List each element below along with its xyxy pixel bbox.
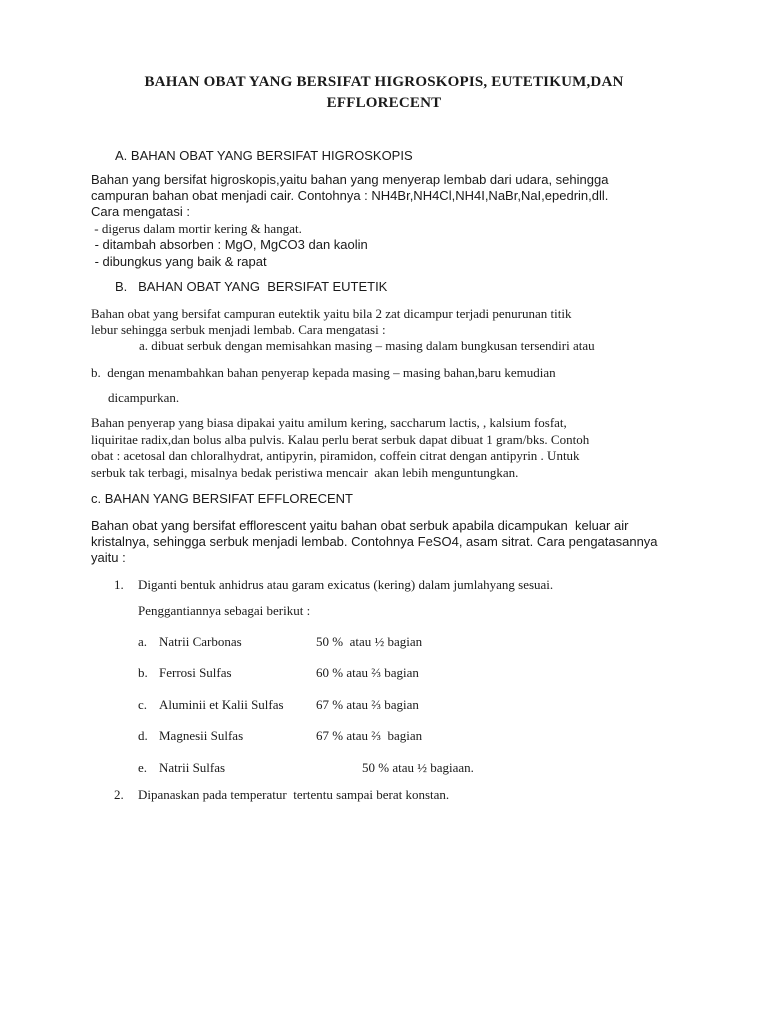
replacement-letter: c.	[138, 697, 148, 712]
replacement-intro: Penggantiannya sebagai berikut :	[138, 603, 311, 618]
section-a-heading: A. BAHAN OBAT YANG BERSIFAT HIGROSKOPIS	[115, 148, 413, 163]
section-b-line: lebur sehingga serbuk menjadi lembab. Cara mengatasi :	[91, 322, 386, 337]
replacement-value: 50 % atau ½ bagiaan.	[362, 760, 474, 775]
replacement-name: Aluminii et Kalii Sulfas	[159, 697, 284, 712]
section-a-line: Cara mengatasi :	[91, 204, 190, 219]
section-b-point-b-cont: dicampurkan.	[108, 390, 180, 405]
item-1-number: 1.	[114, 577, 124, 592]
replacement-value: 50 % atau ½ bagian	[316, 634, 423, 649]
section-b-point-b: b. dengan menambahkan bahan penyerap kepada masing – masing bahan,baru kemudian	[91, 365, 556, 380]
title-line-2: EFFLORECENT	[326, 95, 442, 111]
replacement-name: Magnesii Sulfas	[159, 728, 244, 743]
section-a-bullet: - ditambah absorben : MgO, MgCO3 dan kaolin	[91, 237, 368, 252]
section-c-heading: c. BAHAN YANG BERSIFAT EFFLORECENT	[91, 491, 353, 506]
section-c-line: yaitu :	[91, 550, 126, 565]
replacement-name: Natrii Carbonas	[159, 634, 242, 649]
section-b-para: serbuk tak terbagi, misalnya bedak peristiwa mencair akan lebih menguntungkan.	[91, 465, 519, 480]
section-b-para: liquiritae radix,dan bolus alba pulvis. Kalau perlu berat serbuk dapat dibuat 1 gram/bks. Contoh	[91, 432, 590, 447]
section-a-bullet: - digerus dalam mortir kering & hangat.	[91, 221, 302, 236]
replacement-letter: b.	[138, 665, 148, 680]
replacement-letter: a.	[138, 634, 148, 649]
title-line-1: BAHAN OBAT YANG BERSIFAT HIGROSKOPIS, EUTETIKUM,DAN	[144, 74, 624, 90]
replacement-name: Natrii Sulfas	[159, 760, 226, 775]
section-c-line: kristalnya, sehingga serbuk menjadi lembab. Contohnya FeSO4, asam sitrat. Cara pengatasannya	[91, 534, 658, 549]
item-2-text: Dipanaskan pada temperatur tertentu sampai berat konstan.	[138, 787, 450, 802]
section-c-line: Bahan obat yang bersifat efflorescent yaitu bahan obat serbuk apabila dicampukan keluar air	[91, 518, 629, 533]
item-1-text: Diganti bentuk anhidrus atau garam exicatus (kering) dalam jumlahyang sesuai.	[138, 577, 554, 592]
section-b-para: obat : acetosal dan chloralhydrat, antipyrin, piramidon, coffein citrat dengan antipyrin . Untuk	[91, 448, 580, 463]
section-b-point-a: a. dibuat serbuk dengan memisahkan masing – masing dalam bungkusan tersendiri atau	[139, 338, 595, 353]
document-title	[80, 72, 688, 114]
section-b-line: Bahan obat yang bersifat campuran eutektik yaitu bila 2 zat dicampur terjadi penurunan titik	[91, 306, 572, 321]
section-b-heading: B. BAHAN OBAT YANG BERSIFAT EUTETIK	[115, 279, 388, 294]
replacement-letter: d.	[138, 728, 148, 743]
item-2-number: 2.	[114, 787, 124, 802]
replacement-letter: e.	[138, 760, 148, 775]
section-a-bullet: - dibungkus yang baik & rapat	[91, 254, 267, 269]
replacement-value: 67 % atau ⅔ bagian	[316, 697, 419, 712]
section-a-line: campuran bahan obat menjadi cair. Contohnya : NH4Br,NH4Cl,NH4I,NaBr,NaI,epedrin,dll.	[91, 188, 609, 203]
replacement-name: Ferrosi Sulfas	[159, 665, 232, 680]
replacement-value: 60 % atau ⅔ bagian	[316, 665, 419, 680]
replacement-value: 67 % atau ⅔ bagian	[316, 728, 423, 743]
section-a-line: Bahan yang bersifat higroskopis,yaitu bahan yang menyerap lembab dari udara, sehingga	[91, 172, 609, 187]
section-b-para: Bahan penyerap yang biasa dipakai yaitu amilum kering, saccharum lactis, , kalsium fosfat,	[91, 415, 567, 430]
